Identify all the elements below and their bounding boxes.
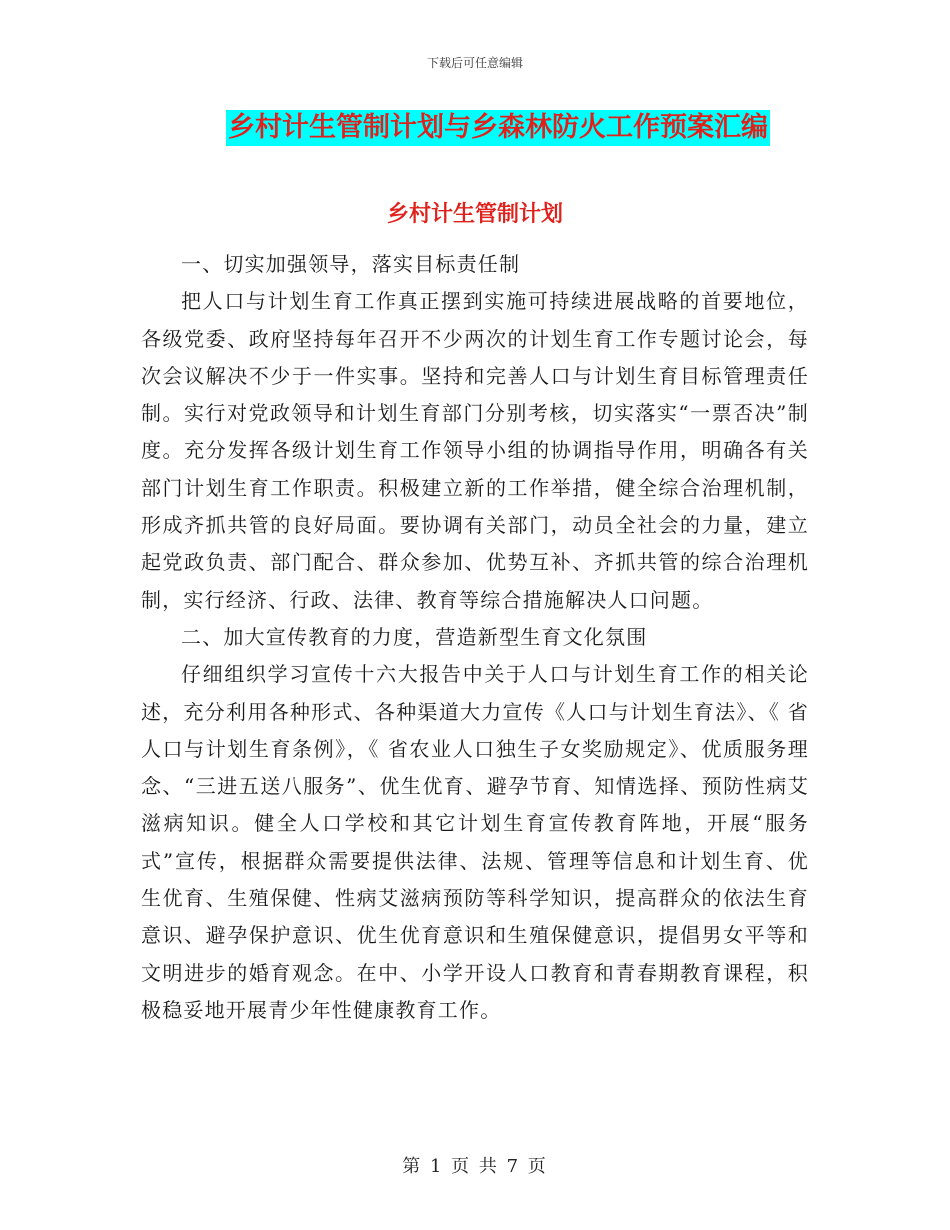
document-title-wrap: [0, 110, 950, 146]
document-title: 乡村计生管制计划与乡森林防火工作预案汇编: [226, 110, 770, 146]
section-title: 乡村计生管制计划: [386, 202, 563, 227]
document-body: [141, 246, 809, 1029]
heading-2: 二、加大宣传教育的力度，营造新型生育文化氛围: [181, 624, 648, 649]
header-note: 下载后可任意编辑: [426, 56, 523, 70]
paragraph-2: 仔细组织学习宣传十六大报告中关于人口与计划生育工作的相关论述，充分利用各种形式、各种渠道大力宣传《人口与计划生育法》、《 省人口与计划生育条例》，《 省农业人口独生子女奖励规定》、优质服务理念、“三进五送八服务”、优生优育、避孕节育、知情选择、预防性病艾滋病知识。健全人口学校和其它计划生育宣传教育阵地，开展“服务式”宣传，根据群众需要提供法律、法规、管理等信息和计划生育、优生优育、生殖保健、性病艾滋病预防等科学知识，提高群众的依法生育意识、避孕保护意识、优生优育意识和生殖保健意识，提倡男女平等和文明进步的婚育观念。在中、小学开设人口教育和青春期教育课程，积极稳妥地开展青少年性健康教育工作。: [141, 662, 809, 1022]
paragraph-1: 把人口与计划生育工作真正摆到实施可持续进展战略的首要地位，各级党委、政府坚持每年召开不少两次的计划生育工作专题讨论会，每次会议解决不少于一件实事。坚持和完善人口与计划生育目标管理责任制。实行对党政领导和计划生育部门分别考核，切实落实“一票否决”制度。充分发挥各级计划生育工作领导小组的协调指导作用，明确各有关部门计划生育工作职责。积极建立新的工作举措，健全综合治理机制，形成齐抓共管的良好局面。要协调有关部门，动员全社会的力量，建立起党政负责、部门配合、群众参加、优势互补、齐抓共管的综合治理机制，实行经济、行政、法律、教育等综合措施解决人口问题。: [141, 289, 809, 612]
page-footer: 第 1 页 共 7 页: [402, 1156, 548, 1177]
heading-1: 一、切实加强领导，落实目标责任制: [181, 252, 521, 276]
